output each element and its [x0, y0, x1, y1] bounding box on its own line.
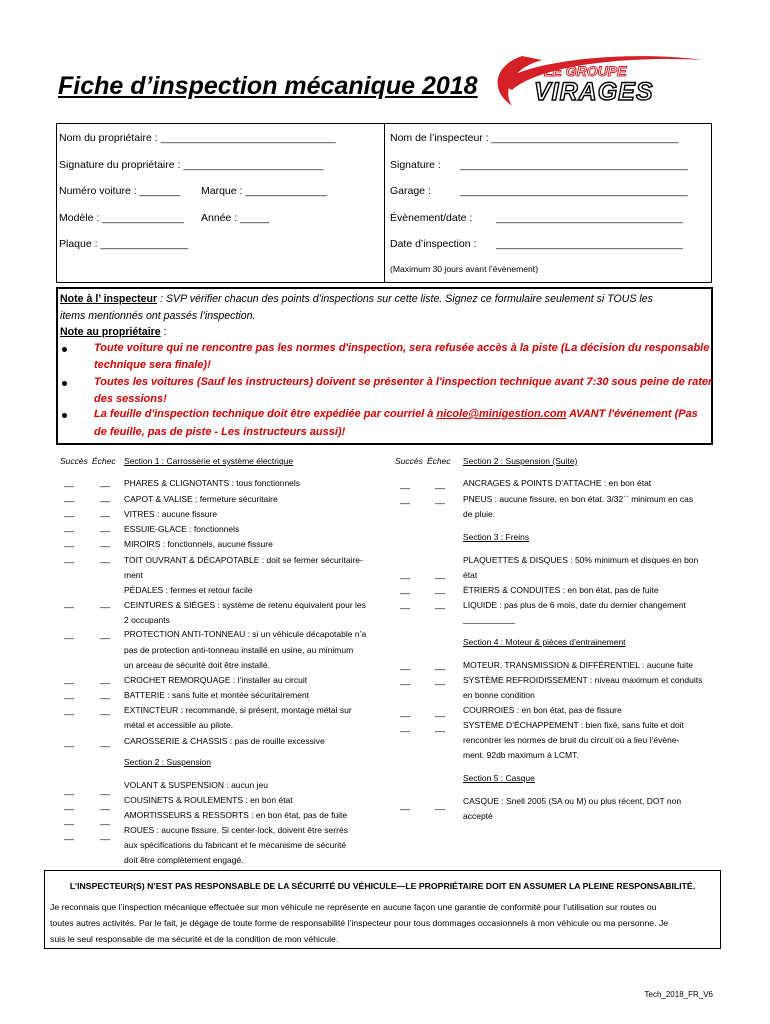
- disclaimer-line: suis le seul responsable de ma sécurité et de la condition de mon véhicule.: [50, 934, 339, 944]
- fail-checkbox[interactable]: __: [100, 629, 111, 639]
- check-item: ROUES : aucune fissure. Si center-lock, doivent être serrés: [124, 825, 348, 835]
- success-checkbox[interactable]: __: [400, 584, 411, 594]
- fail-checkbox[interactable]: __: [100, 705, 111, 715]
- email-link[interactable]: nicole@minigestion.com: [436, 408, 567, 420]
- inspector-note-line-1: [60, 293, 653, 305]
- owner-rule-3-cont: de feuille, pas de piste - Les instructeurs aussi)!: [94, 426, 346, 438]
- section-5-title: Section 5 : Casque: [463, 773, 535, 783]
- owner-note-label: Note au propriétaire: [60, 326, 161, 338]
- bullet-icon: [62, 381, 67, 386]
- fail-column-header: Échec: [92, 456, 116, 466]
- success-column-header: Succès: [60, 456, 88, 466]
- owner-rule-3: [94, 408, 698, 420]
- fail-checkbox[interactable]: __: [100, 553, 111, 563]
- owner-inspector-info-table: [56, 123, 712, 283]
- owner-rule-3-text: La feuille d'inspection technique doit être expédiée par courriel à: [94, 408, 437, 420]
- success-checkbox[interactable]: __: [400, 675, 411, 685]
- check-item: PROTECTION ANTI-TONNEAU : si un véhicule décapotable n’a: [124, 629, 367, 639]
- year-field[interactable]: Année : _____: [201, 212, 270, 224]
- check-item-cont: ment. 92db maximum à LCMT.: [463, 750, 579, 760]
- success-checkbox[interactable]: __: [64, 492, 75, 502]
- check-item: SYSTÈME REFROIDISSEMENT : niveau maximum et conduits: [463, 675, 703, 685]
- success-checkbox[interactable]: __: [64, 689, 75, 699]
- fail-checkbox[interactable]: __: [435, 569, 446, 579]
- success-checkbox[interactable]: __: [64, 522, 75, 532]
- check-item: CAPOT & VALISE : fermeture sécuritaire: [124, 494, 278, 504]
- owner-rule-1-cont: technique sera finale)!: [94, 359, 211, 371]
- fail-checkbox[interactable]: __: [100, 477, 111, 487]
- owner-note-colon: :: [160, 326, 167, 338]
- check-item-cont: un arceau de sécurité doit être installé.: [124, 660, 271, 670]
- check-item: CASQUE : Snell 2005 (SA ou M) ou plus récent, DOT non: [463, 796, 682, 806]
- success-checkbox[interactable]: __: [64, 537, 75, 547]
- check-item: PNEUS : aucune fissure, en bon état. 3/32`` minimum en cas: [463, 494, 694, 504]
- inspector-signature-field[interactable]: _______________________________________: [460, 159, 688, 171]
- success-checkbox[interactable]: __: [64, 598, 75, 608]
- check-item: PLAQUETTES & DISQUES : 50% minimum et disques en bon: [463, 555, 699, 565]
- plate-field[interactable]: Plaque : _______________: [59, 238, 189, 250]
- inspection-date-field[interactable]: ________________________________: [496, 238, 683, 250]
- success-checkbox[interactable]: __: [400, 479, 411, 489]
- disclaimer-title: L’INSPECTEUR(S) N’EST PAS RESPONSABLE DE LA SÉCURITÉ DU VÉHICULE—LE PROPRIÉTAIRE DOIT EN ASSUMER LA PLEINE RESPONSABILITÉ.: [69, 881, 696, 891]
- check-item-cont: métal et accessible au pilote.: [124, 720, 234, 730]
- event-date-field[interactable]: ________________________________: [496, 212, 683, 224]
- success-checkbox[interactable]: __: [64, 674, 75, 684]
- check-item-cont: 2 occupants: [124, 615, 170, 625]
- fail-checkbox[interactable]: __: [100, 522, 111, 532]
- document-version: Tech_2018_FR_V6: [644, 990, 713, 999]
- fail-checkbox[interactable]: __: [100, 689, 111, 699]
- fail-checkbox[interactable]: __: [100, 507, 111, 517]
- check-item: TOIT OUVRANT & DÉCAPOTABLE : doit se fermer sécuritaire-: [124, 555, 363, 565]
- check-item-cont: état: [463, 570, 478, 580]
- check-item: ANCRAGES & POINTS D’ATTACHE : en bon état: [463, 478, 652, 488]
- fail-checkbox[interactable]: __: [100, 815, 111, 825]
- logo-line2: VIRAGES: [534, 78, 654, 106]
- inspector-note-line-2: items mentionnés ont passés l’inspection.: [60, 310, 256, 322]
- check-item-cont: aux spécifications du fabricant et le mécanisme de sécurité: [124, 840, 347, 850]
- check-item-cont: pas de protection anti-tonneau installé en usine, au minimum: [124, 645, 354, 655]
- section-1-title: Section 1 : Carrosserie et système électrique: [124, 456, 294, 466]
- check-item: LIQUIDE : pas plus de 6 mois, date du dernier changement: [463, 600, 687, 610]
- notes-box: [56, 287, 713, 445]
- section-4-title: Section 4 : Moteur & pièces d’entrainement: [463, 637, 626, 647]
- success-checkbox[interactable]: __: [400, 800, 411, 810]
- success-checkbox[interactable]: __: [64, 629, 75, 639]
- fail-checkbox[interactable]: __: [100, 830, 111, 840]
- fail-checkbox[interactable]: __: [100, 674, 111, 684]
- success-checkbox[interactable]: __: [64, 830, 75, 840]
- check-item: MOTEUR, TRANSMISSION & DIFFÉRENTIEL : aucune fuite: [463, 660, 694, 670]
- inspector-signature-label: Signature :: [390, 159, 441, 171]
- inspector-name-field[interactable]: Nom de l’inspecteur : ________________________________: [390, 132, 679, 144]
- inspection-max-note: (Maximum 30 jours avant l’évènement): [390, 264, 539, 274]
- fail-column-header: Échec: [427, 456, 451, 466]
- fail-checkbox[interactable]: __: [435, 675, 446, 685]
- bullet-icon: [62, 347, 67, 352]
- check-item: CEINTURES & SIÈGES : système de retenu équivalent pour les: [124, 600, 366, 610]
- disclaimer-line: toutes autres activités. Par le fait, je dégage de toute forme de responsabilité l’inspecteur pour tous dommages occasionnels à mon véhicule ou ma personne. Je: [50, 918, 669, 928]
- success-checkbox[interactable]: __: [400, 569, 411, 579]
- owner-signature-field[interactable]: Signature du propriétaire : ________________________: [59, 159, 324, 171]
- garage-label: Garage :: [390, 185, 431, 197]
- check-item: BATTERIE : sans fuite et montée sécuritairement: [124, 690, 310, 700]
- check-item: PÉDALES : fermes et retour facile: [124, 585, 253, 595]
- owner-rule-2-cont: des sessions!: [94, 393, 167, 405]
- success-checkbox[interactable]: __: [64, 800, 75, 810]
- fail-checkbox[interactable]: __: [100, 737, 111, 747]
- fail-checkbox[interactable]: __: [100, 492, 111, 502]
- check-item: VOLANT & SUSPENSION : aucun jeu: [124, 780, 268, 790]
- fail-checkbox[interactable]: __: [100, 785, 111, 795]
- success-checkbox[interactable]: __: [400, 599, 411, 609]
- section-2-continued-title: Section 2 : Suspension (Suite): [463, 456, 578, 466]
- fail-checkbox[interactable]: __: [435, 494, 446, 504]
- check-item-cont: doit être complètement engagé.: [124, 855, 244, 865]
- inspection-date-label: Date d’inspection :: [390, 238, 477, 250]
- check-item-cont: ment: [124, 570, 143, 580]
- fail-checkbox[interactable]: __: [435, 479, 446, 489]
- success-checkbox[interactable]: __: [400, 660, 411, 670]
- check-item: CROCHET REMORQUAGE : l’installer au circuit: [124, 675, 308, 685]
- success-checkbox[interactable]: __: [64, 705, 75, 715]
- check-item: ÉTRIERS & CONDUITES : en bon état, pas de fuite: [463, 585, 659, 595]
- garage-field[interactable]: _______________________________________: [460, 185, 688, 197]
- fail-checkbox[interactable]: __: [435, 800, 446, 810]
- disclaimer-box: [44, 870, 721, 949]
- fail-checkbox[interactable]: __: [435, 722, 446, 732]
- success-checkbox[interactable]: __: [64, 785, 75, 795]
- table-divider: [384, 124, 385, 282]
- check-item: VITRES : aucune fissure: [124, 509, 218, 519]
- success-checkbox[interactable]: __: [64, 815, 75, 825]
- success-checkbox[interactable]: __: [400, 707, 411, 717]
- bullet-icon: [62, 413, 67, 418]
- check-item-cont: accepté: [463, 811, 493, 821]
- check-item: COUSINETS & ROULEMENTS : en bon état: [124, 795, 293, 805]
- inspector-note-label: Note à l’ inspecteur: [60, 293, 158, 305]
- fail-checkbox[interactable]: __: [435, 707, 446, 717]
- date-blank[interactable]: ___________: [463, 614, 516, 624]
- check-item: AMORTISSEURS & RESSORTS : en bon état, pas de fuite: [124, 810, 348, 820]
- car-number-field[interactable]: Numéro voiture : _______: [59, 185, 181, 197]
- success-checkbox[interactable]: __: [64, 477, 75, 487]
- check-item: PHARES & CLIGNOTANTS : tous fonctionnels: [124, 478, 301, 488]
- fail-checkbox[interactable]: __: [100, 537, 111, 547]
- le-groupe-virages-logo: [482, 50, 712, 114]
- success-checkbox[interactable]: __: [400, 722, 411, 732]
- check-item-cont: en bonne condition: [463, 690, 535, 700]
- owner-rule-1: Toute voiture qui ne rencontre pas les normes d'inspection, sera refusée accès à la piste (La décision du responsable: [94, 342, 710, 354]
- document-title: Fiche d’inspection mécanique 2018: [58, 72, 478, 100]
- make-field[interactable]: Marque : ______________: [201, 185, 328, 197]
- check-item-cont: de pluie.: [463, 509, 496, 519]
- section-2-title: Section 2 : Suspension: [124, 757, 211, 767]
- check-item: EXTINCTEUR : recommandé, si présent, montage métal sur: [124, 705, 352, 715]
- fail-checkbox[interactable]: __: [435, 584, 446, 594]
- logo-line1: LE GROUPE: [544, 63, 627, 79]
- owner-note-heading: [60, 326, 167, 338]
- fail-checkbox[interactable]: __: [100, 598, 111, 608]
- success-checkbox[interactable]: __: [64, 507, 75, 517]
- success-checkbox[interactable]: __: [64, 737, 75, 747]
- success-checkbox[interactable]: __: [64, 553, 75, 563]
- event-date-label: Évènement/date :: [390, 212, 473, 224]
- inspector-note-text: : SVP vérifier chacun des points d’inspections sur cette liste. Signez ce formulaire seulement si TOUS les: [157, 293, 653, 305]
- model-field[interactable]: Modèle : ______________: [59, 212, 184, 224]
- check-item: SYSTÈME D’ÉCHAPPEMENT : bien fixé, sans fuite et doit: [463, 720, 684, 730]
- section-3-title: Section 3 : Freins: [463, 532, 530, 542]
- check-item: CAROSSERIE & CHASSIS : pas de rouille excessive: [124, 736, 325, 746]
- check-item: COURROIES : en bon état, pas de fissure: [463, 705, 622, 715]
- disclaimer-line: Je reconnais que l’inspection mécanique effectuée sur mon véhicule ne représente en aucune façon une garantie de conformité pour l’utilisation sur routes ou: [50, 902, 657, 912]
- check-item: ESSUIE-GLACE : fonctionnels: [124, 524, 240, 534]
- check-item: MIROIRS : fonctionnels, aucune fissure: [124, 539, 273, 549]
- owner-rule-2: Toutes les voitures (Sauf les instructeurs) doivent se présenter à l'inspection technique avant 7:30 sous peine de rater: [94, 376, 713, 388]
- success-checkbox[interactable]: __: [400, 494, 411, 504]
- fail-checkbox[interactable]: __: [100, 800, 111, 810]
- check-item-cont: rencontrer les normes de bruit du circuit où a lieu l’évène-: [463, 735, 680, 745]
- fail-checkbox[interactable]: __: [435, 599, 446, 609]
- owner-rule-3-text-end: AVANT l'événement (Pas: [566, 408, 698, 420]
- owner-name-field[interactable]: Nom du propriétaire : ______________________________: [59, 132, 336, 144]
- fail-checkbox[interactable]: __: [435, 660, 446, 670]
- success-column-header: Succès: [395, 456, 423, 466]
